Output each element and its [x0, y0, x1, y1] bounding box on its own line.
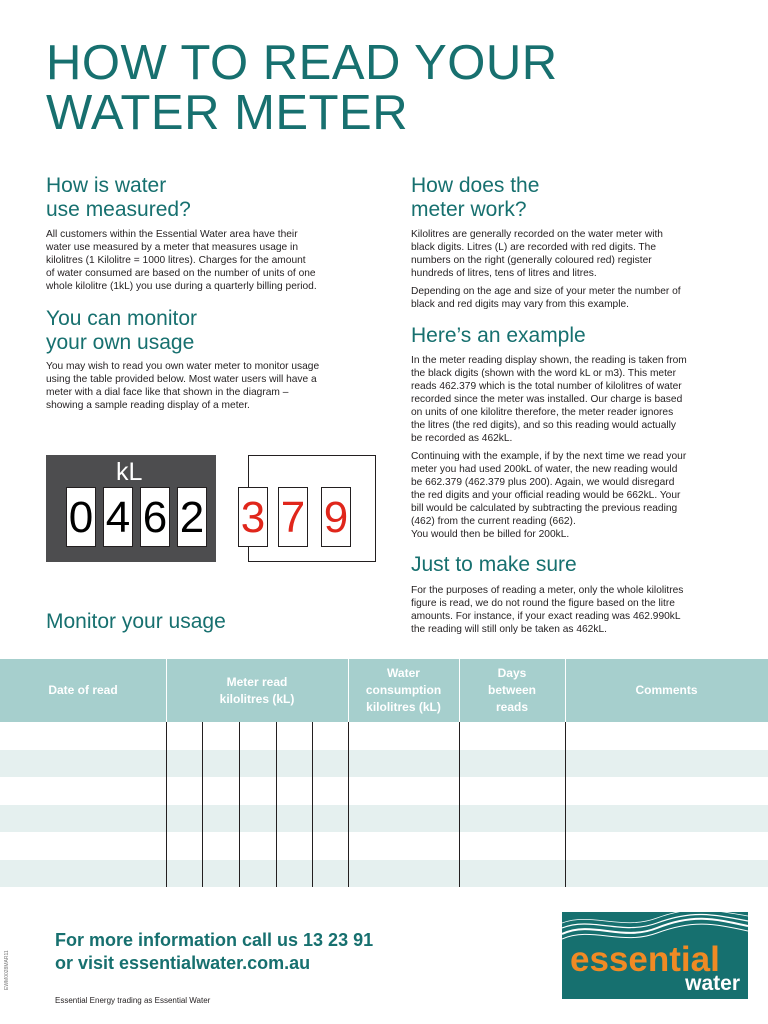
heading-make-sure: Just to make sure [411, 553, 577, 576]
contact-info [55, 929, 373, 975]
heading-meter-work: How does the meter work? [411, 174, 540, 221]
column-header-meter-read: Meter read kilolitres (kL) [219, 674, 295, 706]
column-divider [202, 722, 203, 887]
column-header-date: Date of read [48, 683, 118, 697]
column-divider [565, 722, 566, 887]
header-divider [459, 659, 460, 722]
meter-digit-black: 0 [66, 487, 96, 547]
column-header-days: Days between reads [487, 666, 536, 714]
column-divider [459, 722, 460, 887]
meter-unit-label: kL [116, 458, 143, 486]
header-divider [166, 659, 167, 722]
meter-digit-red: 9 [321, 487, 351, 547]
heading-use-measured: How is water use measured? [46, 174, 191, 221]
text-make-sure: For the purposes of reading a meter, only the whole kilolitres figure is read, we do not round the figure based on the litre amounts. For instance, if your exact reading was 462.990kL the reading will still only be taken as 462kL. [411, 585, 684, 635]
table-row[interactable] [0, 832, 768, 860]
page-title: HOW TO READ YOUR WATER METER [46, 36, 558, 140]
column-divider [239, 722, 240, 887]
heading-monitor-own-usage: You can monitor your own usage [46, 307, 197, 354]
meter-digit-black: 4 [103, 487, 133, 547]
heading-example: Here’s an example [411, 324, 586, 347]
column-divider [276, 722, 277, 887]
column-divider [312, 722, 313, 887]
meter-digit-black: 2 [177, 487, 207, 547]
header-divider [565, 659, 566, 722]
logo-wordmark-water: water [685, 972, 740, 995]
document-code: EWM0028MAR11 [4, 950, 10, 990]
website-link[interactable]: or visit essentialwater.com.au [55, 953, 311, 973]
table-header [0, 659, 768, 722]
usage-table [0, 659, 768, 887]
column-header-comments: Comments [635, 683, 698, 697]
meter-digit-red: 3 [238, 487, 268, 547]
table-row[interactable] [0, 860, 768, 888]
text-example: In the meter reading display shown, the reading is taken from the black digits (shown with the word kL or m3). This meter reads 462.379 which is the total number of kilolitres of water recorded since the meter was installed. Our charge is based on units of one kilolitre therefore, the meter reader ignores the litres (the red digits), and so this reading would actually be recorded as 462kL. Continuing with the example, if by the next time we read your meter you had used 200kL of water, the new reading would be 662.379 (462.379 plus 200). Again, we would disregard the red digits and your official reading would be 662kL. Your bill would be calculated by subtracting the previous reading (462) from the current reading (662). You would then be billed for 200kL. [411, 355, 687, 540]
phone-link[interactable]: For more information call us 13 23 91 [55, 930, 374, 950]
column-divider [166, 722, 167, 887]
meter-digit-black: 6 [140, 487, 170, 547]
heading-monitor-usage: Monitor your usage [46, 610, 226, 633]
table-body [0, 722, 768, 887]
table-row[interactable] [0, 722, 768, 750]
table-row[interactable] [0, 750, 768, 778]
logo-wordmark-essential: essential [570, 940, 720, 979]
column-header-consumption: Water consumption kilolitres (kL) [365, 666, 442, 714]
column-divider [348, 722, 349, 887]
text-meter-work: Kilolitres are generally recorded on the water meter with black digits. Litres (L) are recorded with red digits. The numbers on the right (generally coloured red) register hundreds of litres, tens of litres and litres. Depending on the age and size of your meter the number of black and red digits may vary from this example. [411, 229, 681, 310]
header-divider [348, 659, 349, 722]
meter-digit-red: 7 [278, 487, 308, 547]
table-row[interactable] [0, 777, 768, 805]
table-row[interactable] [0, 805, 768, 833]
text-use-measured: All customers within the Essential Water area have their water use measured by a meter that measures usage in kilolitres (1 Kilolitre = 1000 litres). Charges for the amount of water consumed are based on the number of units of one whole kilolitre (1kL) you use during a quarterly billing period. [46, 229, 317, 292]
footer-text: Essential Energy trading as Essential Water [55, 996, 211, 1005]
essential-water-logo [562, 912, 748, 999]
text-monitor-own-usage: You may wish to read you own water meter to monitor usage using the table provided below. Most water users will have a meter with a dial face like that shown in the diagram – showing a sample reading display of a meter. [46, 361, 320, 411]
